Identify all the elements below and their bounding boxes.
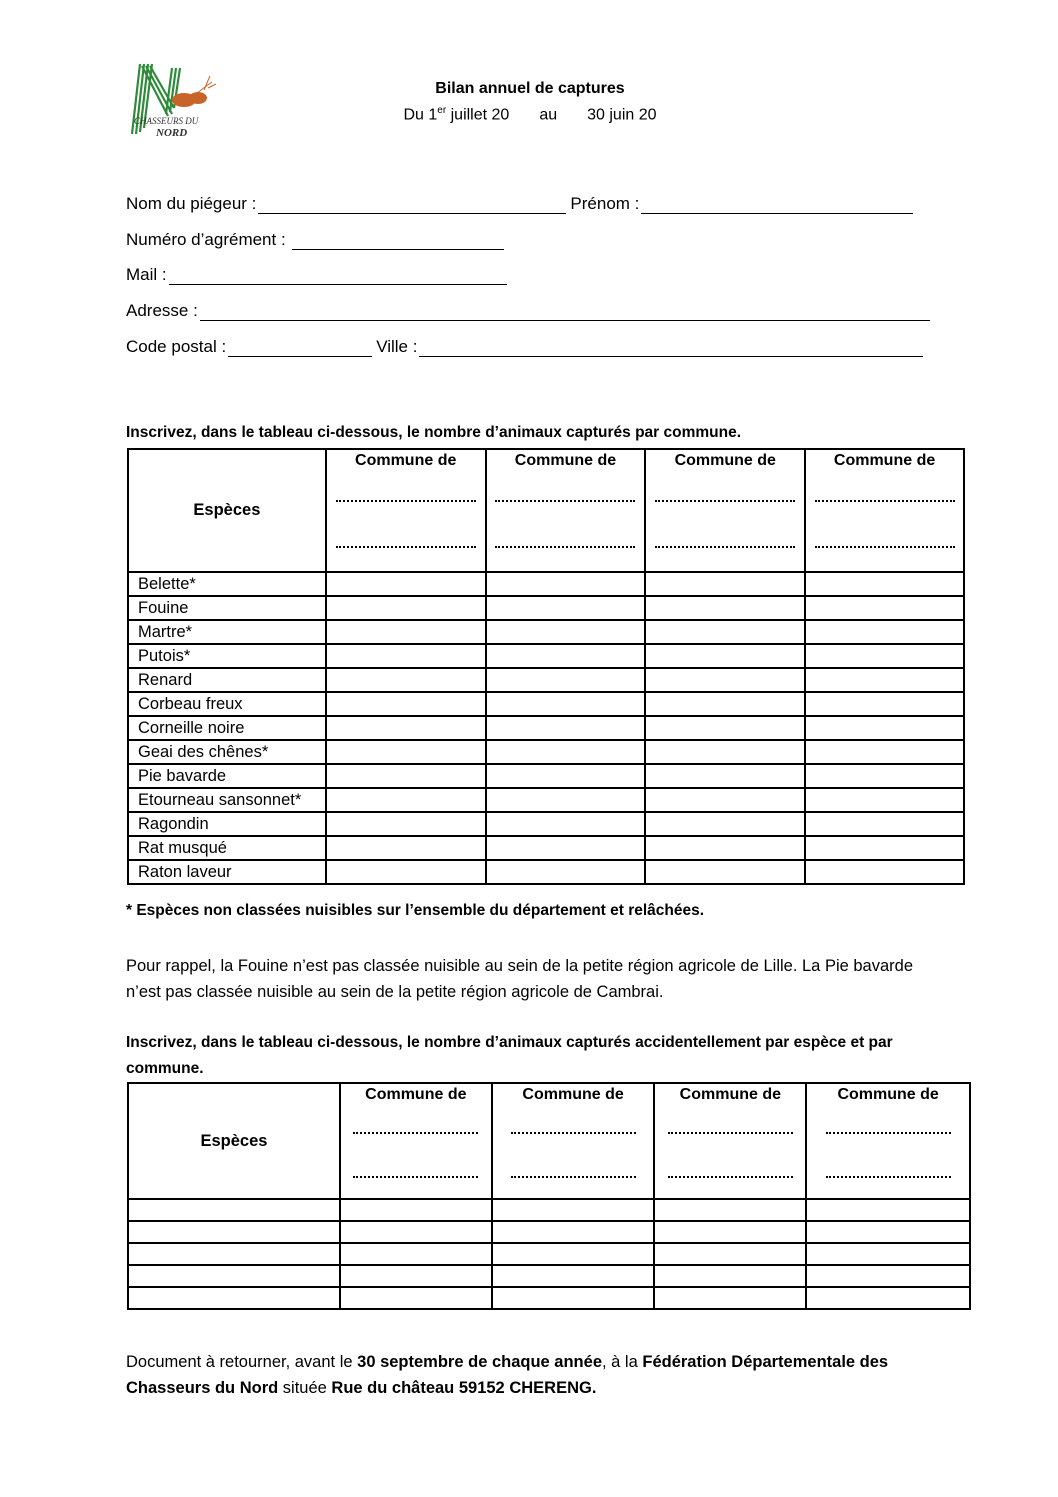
capture-count-cell[interactable] <box>326 764 486 788</box>
species-input-cell[interactable] <box>128 1199 340 1221</box>
table-row <box>128 788 964 812</box>
species-name: Ragondin <box>128 812 326 836</box>
capture-count-cell[interactable] <box>806 1243 970 1265</box>
capture-count-cell[interactable] <box>486 620 646 644</box>
agrement-field[interactable] <box>292 231 504 250</box>
table-row <box>128 596 964 620</box>
capture-count-cell[interactable] <box>486 692 646 716</box>
table-row <box>128 1199 970 1221</box>
capture-count-cell[interactable] <box>486 812 646 836</box>
logo-graphic-icon <box>126 58 220 140</box>
adresse-row <box>126 301 930 321</box>
capture-count-cell[interactable] <box>806 1265 970 1287</box>
return-instructions <box>126 1349 926 1401</box>
capture-count-cell[interactable] <box>805 644 964 668</box>
capture-count-cell[interactable] <box>805 572 964 596</box>
capture-count-cell[interactable] <box>645 716 805 740</box>
svg-text:CHASSEURS DU: CHASSEURS DU <box>134 116 199 126</box>
agrement-row <box>126 230 504 250</box>
capture-count-cell[interactable] <box>486 764 646 788</box>
species-name: Rat musqué <box>128 836 326 860</box>
capture-count-cell[interactable] <box>645 572 805 596</box>
capture-count-cell[interactable] <box>806 1199 970 1221</box>
name-row <box>126 194 913 214</box>
capture-count-cell[interactable] <box>486 596 646 620</box>
mail-label: Mail : <box>126 265 167 284</box>
footer-text-1: Document à retourner, avant le <box>126 1353 358 1371</box>
capture-count-cell[interactable] <box>805 668 964 692</box>
agrement-label: Numéro d’agrément : <box>126 230 286 249</box>
adresse-field[interactable] <box>200 302 930 321</box>
nom-label: Nom du piégeur : <box>126 194 257 213</box>
species-header: Espèces <box>128 1083 340 1199</box>
prenom-label: Prénom : <box>570 194 640 213</box>
capture-count-cell[interactable] <box>326 788 486 812</box>
capture-count-cell[interactable] <box>486 860 646 884</box>
capture-count-cell[interactable] <box>486 644 646 668</box>
svg-text:NORD: NORD <box>156 127 188 139</box>
table-row <box>128 1265 970 1287</box>
commune-header-3[interactable] <box>645 449 805 572</box>
capture-count-cell[interactable] <box>340 1243 492 1265</box>
commune-label: Commune de <box>522 1086 624 1103</box>
capture-count-cell[interactable] <box>326 716 486 740</box>
species-name: Corneille noire <box>128 716 326 740</box>
table-row <box>128 860 964 884</box>
commune-label: Commune de <box>514 452 617 469</box>
table-row <box>128 620 964 644</box>
capture-count-cell[interactable] <box>492 1221 655 1243</box>
capture-count-cell[interactable] <box>645 788 805 812</box>
capture-count-cell[interactable] <box>805 764 964 788</box>
capture-count-cell[interactable] <box>486 572 646 596</box>
species-name: Raton laveur <box>128 860 326 884</box>
period-to: 30 juin 20 <box>587 106 657 124</box>
capture-count-cell[interactable] <box>805 596 964 620</box>
capture-count-cell[interactable] <box>805 836 964 860</box>
code-postal-label: Code postal : <box>126 337 227 356</box>
commune-header-3[interactable] <box>654 1083 806 1199</box>
capture-count-cell[interactable] <box>492 1265 655 1287</box>
commune-header-2[interactable] <box>492 1083 655 1199</box>
capture-count-cell[interactable] <box>805 620 964 644</box>
table-row <box>128 668 964 692</box>
capture-count-cell[interactable] <box>326 572 486 596</box>
capture-count-cell[interactable] <box>486 788 646 812</box>
document-title: Bilan annuel de captures <box>435 80 625 97</box>
table-row <box>128 1221 970 1243</box>
commune-label: Commune de <box>355 452 457 469</box>
capture-count-cell[interactable] <box>486 740 646 764</box>
ville-field[interactable] <box>419 338 923 357</box>
table-row <box>128 812 964 836</box>
capture-count-cell[interactable] <box>486 668 646 692</box>
species-input-cell[interactable] <box>128 1287 340 1309</box>
captures-table <box>127 448 965 885</box>
commune-header-4[interactable] <box>806 1083 970 1199</box>
code-postal-field[interactable] <box>228 338 372 357</box>
capture-count-cell[interactable] <box>326 668 486 692</box>
footer-address: Rue du château 59152 CHERENG. <box>331 1379 597 1397</box>
table-row <box>128 836 964 860</box>
capture-count-cell[interactable] <box>645 764 805 788</box>
commune-label: Commune de <box>674 452 776 469</box>
capture-count-cell[interactable] <box>326 692 486 716</box>
table-row <box>128 764 964 788</box>
footer-deadline: 30 septembre de chaque année <box>357 1353 602 1371</box>
table-row <box>128 644 964 668</box>
commune-header-2[interactable] <box>486 449 646 572</box>
capture-count-cell[interactable] <box>805 860 964 884</box>
ville-label: Ville : <box>376 337 418 356</box>
capture-count-cell[interactable] <box>805 812 964 836</box>
species-name: Pie bavarde <box>128 764 326 788</box>
capture-count-cell[interactable] <box>326 620 486 644</box>
table1-header-row <box>128 449 964 572</box>
capture-count-cell[interactable] <box>645 644 805 668</box>
capture-count-cell[interactable] <box>806 1221 970 1243</box>
species-name: Belette* <box>128 572 326 596</box>
capture-count-cell[interactable] <box>654 1287 806 1309</box>
adresse-label: Adresse : <box>126 301 198 320</box>
commune-header-4[interactable] <box>805 449 964 572</box>
period-subtitle <box>300 105 760 124</box>
capture-count-cell[interactable] <box>645 812 805 836</box>
table2-header-row <box>128 1083 970 1199</box>
species-name: Corbeau freux <box>128 692 326 716</box>
ville-row <box>126 337 923 357</box>
species-footnote: * Espèces non classées nuisibles sur l’ensemble du département et relâchées. <box>126 902 705 919</box>
table-row <box>128 716 964 740</box>
table-row <box>128 692 964 716</box>
mail-row <box>126 265 507 285</box>
table-row <box>128 740 964 764</box>
capture-count-cell[interactable] <box>492 1199 655 1221</box>
species-name: Renard <box>128 668 326 692</box>
capture-count-cell[interactable] <box>645 860 805 884</box>
footer-text-2: , à la <box>602 1353 643 1371</box>
capture-count-cell[interactable] <box>340 1265 492 1287</box>
capture-count-cell[interactable] <box>805 740 964 764</box>
period-sup: er <box>437 105 447 116</box>
mail-field[interactable] <box>169 266 507 285</box>
capture-count-cell[interactable] <box>486 716 646 740</box>
commune-label: Commune de <box>365 1086 467 1103</box>
capture-count-cell[interactable] <box>326 644 486 668</box>
capture-count-cell[interactable] <box>645 836 805 860</box>
capture-count-cell[interactable] <box>326 812 486 836</box>
table-row <box>128 572 964 596</box>
species-name: Geai des chênes* <box>128 740 326 764</box>
capture-count-cell[interactable] <box>645 692 805 716</box>
table-row <box>128 1243 970 1265</box>
capture-count-cell[interactable] <box>326 836 486 860</box>
reminder-paragraph: Pour rappel, la Fouine n’est pas classée nuisible au sein de la petite région agricole de Lille. La Pie bavarde n’est pas classée nuisible au sein de la petite région agricole de Cambrai. <box>126 957 913 1001</box>
capture-count-cell[interactable] <box>805 716 964 740</box>
capture-count-cell[interactable] <box>654 1243 806 1265</box>
species-name: Putois* <box>128 644 326 668</box>
capture-count-cell[interactable] <box>486 836 646 860</box>
species-name: Etourneau sansonnet* <box>128 788 326 812</box>
capture-count-cell[interactable] <box>806 1287 970 1309</box>
commune-header-1[interactable] <box>340 1083 492 1199</box>
capture-count-cell[interactable] <box>645 620 805 644</box>
footer-text-3: située <box>278 1379 332 1397</box>
species-input-cell[interactable] <box>128 1265 340 1287</box>
species-header: Espèces <box>128 449 326 572</box>
capture-count-cell[interactable] <box>326 860 486 884</box>
commune-label: Commune de <box>837 1086 939 1103</box>
capture-count-cell[interactable] <box>645 596 805 620</box>
capture-count-cell[interactable] <box>805 788 964 812</box>
capture-count-cell[interactable] <box>340 1199 492 1221</box>
commune-label: Commune de <box>833 452 936 469</box>
accidental-captures-table <box>127 1082 971 1310</box>
period-from-prefix: Du 1 <box>403 106 438 124</box>
table-row <box>128 1287 970 1309</box>
commune-label: Commune de <box>679 1086 782 1103</box>
species-name: Martre* <box>128 620 326 644</box>
capture-count-cell[interactable] <box>326 740 486 764</box>
species-name: Fouine <box>128 596 326 620</box>
capture-count-cell[interactable] <box>492 1243 655 1265</box>
chasseurs-du-nord-logo <box>126 58 220 140</box>
capture-count-cell[interactable] <box>326 596 486 620</box>
capture-count-cell[interactable] <box>654 1199 806 1221</box>
capture-count-cell[interactable] <box>654 1265 806 1287</box>
capture-count-cell[interactable] <box>492 1287 655 1309</box>
capture-count-cell[interactable] <box>805 692 964 716</box>
species-input-cell[interactable] <box>128 1221 340 1243</box>
species-input-cell[interactable] <box>128 1243 340 1265</box>
table2-instruction: Inscrivez, dans le tableau ci-dessous, le nombre d’animaux capturés accidentellement par espèce et par commune. <box>126 1034 893 1077</box>
capture-count-cell[interactable] <box>340 1221 492 1243</box>
capture-count-cell[interactable] <box>654 1221 806 1243</box>
commune-header-1[interactable] <box>326 449 486 572</box>
footer-federation: Fédération Départementale des Chasseurs du Nord <box>126 1353 889 1397</box>
capture-count-cell[interactable] <box>645 668 805 692</box>
prenom-field[interactable] <box>641 195 913 214</box>
capture-count-cell[interactable] <box>340 1287 492 1309</box>
table1-instruction: Inscrivez, dans le tableau ci-dessous, le nombre d’animaux capturés par commune. <box>126 424 742 441</box>
nom-field[interactable] <box>258 195 566 214</box>
period-au: au <box>539 106 558 124</box>
period-from: juillet 20 <box>446 106 510 124</box>
capture-count-cell[interactable] <box>645 740 805 764</box>
